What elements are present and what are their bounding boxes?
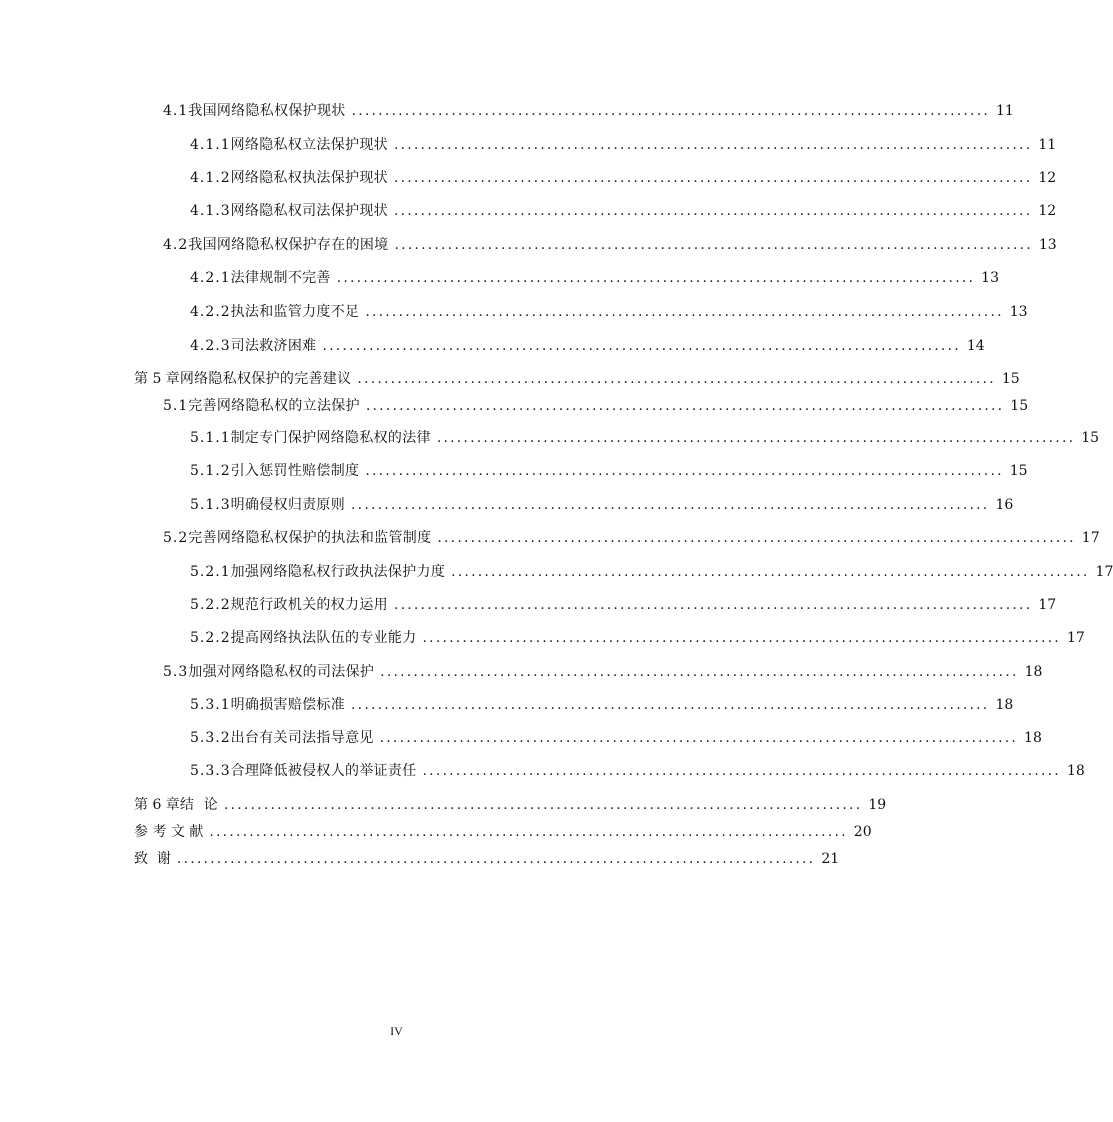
toc-entry-page: 17 [1066,630,1085,646]
toc-leader-dots: ................................................................................................ [365,398,1005,414]
toc-row [0,167,1057,189]
toc-entry-page: 17 [1081,530,1100,546]
toc-entry[interactable] [190,494,1014,516]
toc-entry-number: 4.1 [163,103,189,119]
toc-entry-number: 5.3.2 [190,730,231,746]
toc-entry-number: 4.1.2 [190,170,231,186]
toc-row [0,821,872,843]
toc-entry-page: 18 [1066,763,1085,779]
toc-leader-dots: ................................................................................................ [422,763,1061,779]
toc-entry[interactable] [190,301,1028,323]
toc-leader-dots: ................................................................................................ [357,371,996,387]
toc-entry-title: 完善网络隐私权的立法保护 [188,398,360,414]
toc-entry-title: 执法和监管力度不足 [230,304,360,320]
toc-entry[interactable] [190,200,1057,222]
toc-row [0,267,999,289]
toc-entry-title: 司法救济困难 [230,338,317,354]
toc-entry-number: 5.3.1 [190,697,231,713]
toc-entry-number: 5.3.3 [190,763,231,779]
toc-entry[interactable] [190,134,1057,156]
toc-entry-number: 4.1.3 [190,203,231,219]
toc-entry-page: 11 [1038,137,1057,153]
toc-entry-number: 5.1 [163,398,189,414]
toc-leader-dots: ................................................................................................ [393,137,1033,153]
toc-entry[interactable] [190,594,1057,616]
toc-leader-dots: ................................................................................................ [209,824,848,840]
toc-entry-page: 15 [1081,430,1100,446]
toc-entry[interactable] [163,395,1029,417]
toc-row [0,627,1085,649]
toc-entry[interactable] [163,527,1100,549]
toc-entry[interactable] [190,167,1057,189]
toc-entry-title: 出台有关司法指导意见 [230,730,374,746]
toc-entry-title: 加强网络隐私权行政执法保护力度 [230,564,446,580]
toc-entry-title: 明确损害赔偿标准 [230,697,346,713]
toc-leader-dots: ................................................................................................ [437,530,1076,546]
toc-entry-page: 16 [995,497,1014,513]
toc-row [0,100,1014,122]
toc-row [0,727,1042,749]
toc-entry[interactable] [190,460,1028,482]
toc-row [0,460,1028,482]
toc-entry[interactable] [163,661,1043,683]
toc-row [0,848,840,870]
toc-entry-title: 我国网络隐私权保护存在的困境 [188,237,389,253]
toc-row [0,494,1014,516]
toc-row [0,661,1043,683]
toc-entry-page: 19 [868,797,887,813]
toc-entry-number: 5.1.3 [190,497,231,513]
toc-entry[interactable] [134,368,1020,390]
toc-leader-dots: ................................................................................................ [393,170,1033,186]
toc-leader-dots: ................................................................................................ [422,630,1061,646]
toc-row [0,760,1085,782]
toc-entry-title: 网络隐私权执法保护现状 [230,170,388,186]
toc-entry-number: 5.2.1 [190,564,231,580]
toc-entry[interactable] [190,627,1085,649]
toc-entry[interactable] [190,727,1042,749]
toc-entry[interactable] [190,694,1014,716]
toc-leader-dots: ................................................................................................ [351,697,990,713]
toc-entry-page: 12 [1038,203,1057,219]
toc-entry-title: 完善网络隐私权保护的执法和监管制度 [188,530,432,546]
toc-entry-title: 规范行政机关的权力运用 [230,597,388,613]
toc-entry-page: 17 [1095,564,1113,580]
toc-entry-number: 第 5 章 [134,371,180,387]
toc-entry-page: 12 [1038,170,1057,186]
toc-row [0,794,887,816]
toc-entry-number: 5.1.2 [190,463,231,479]
toc-entry-number: 5.1.1 [190,430,231,446]
toc-row [0,301,1028,323]
toc-leader-dots: ................................................................................................ [436,430,1076,446]
toc-entry-title: 我国网络隐私权保护现状 [188,103,346,119]
toc-entry-page: 13 [1038,237,1057,253]
toc-leader-dots: ................................................................................................ [365,304,1004,320]
toc-row [0,694,1014,716]
toc-entry-number: 4.2.3 [190,338,231,354]
toc-row [0,234,1057,256]
toc-entry-number: 参 考 文 献 [134,824,204,840]
toc-entry-title: 网络隐私权司法保护现状 [230,203,388,219]
toc-row [0,368,1020,390]
toc-entry-title: 结 论 [179,797,218,813]
toc-entry[interactable] [190,427,1100,449]
toc-row [0,527,1100,549]
toc-entry-title: 引入惩罚性赔偿制度 [230,463,360,479]
toc-leader-dots: ................................................................................................ [351,497,990,513]
toc-leader-dots: ................................................................................................ [393,203,1033,219]
toc-leader-dots: ................................................................................................ [365,463,1004,479]
toc-entry-number: 第 6 章 [134,797,180,813]
toc-entry-title: 加强对网络隐私权的司法保护 [188,664,375,680]
toc-entry-number: 4.1.1 [190,137,231,153]
toc-entry-page: 14 [966,338,985,354]
toc-entry-page: 17 [1038,597,1057,613]
toc-entry[interactable] [163,100,1014,122]
toc-entry-number: 5.2.2 [190,597,231,613]
toc-leader-dots: ................................................................................................ [393,597,1033,613]
toc-entry[interactable] [190,561,1113,583]
toc-entry-page: 18 [1024,664,1043,680]
toc-entry-title: 提高网络执法队伍的专业能力 [230,630,417,646]
toc-entry-page: 15 [1010,398,1029,414]
toc-leader-dots: ................................................................................................ [223,797,863,813]
toc-entry-page: 15 [1001,371,1020,387]
toc-entry[interactable] [134,848,840,870]
toc-row [0,335,985,357]
toc-entry[interactable] [190,267,999,289]
toc-row [0,561,1113,583]
toc-leader-dots: ................................................................................................ [380,664,1019,680]
toc-entry[interactable] [134,821,872,843]
toc-entry-page: 21 [821,851,840,867]
toc-entry[interactable] [190,335,985,357]
toc-row [0,427,1100,449]
toc-entry[interactable] [163,234,1057,256]
toc-entry-title: 网络隐私权立法保护现状 [230,137,388,153]
toc-entry-page: 13 [981,270,999,286]
toc-entry-page: 20 [853,824,872,840]
toc-entry-number: 致 谢 [134,851,171,867]
toc-leader-dots: ................................................................................................ [322,338,961,354]
toc-row [0,200,1057,222]
page-number-footer: IV [390,1024,403,1038]
toc-entry-title: 网络隐私权保护的完善建议 [179,371,352,387]
toc-entry-number: 5.2 [163,530,189,546]
toc-row [0,134,1057,156]
toc-entry-page: 15 [1009,463,1028,479]
toc-entry-title: 明确侵权归责原则 [230,497,346,513]
toc-entry-number: 5.3 [163,664,189,680]
toc-leader-dots: ................................................................................................ [379,730,1019,746]
toc-entry-title: 法律规制不完善 [230,270,331,286]
toc-entry-number: 4.2.1 [190,270,231,286]
toc-entry-page: 18 [995,697,1014,713]
toc-entry-page: 18 [1024,730,1042,746]
toc-entry[interactable] [134,794,887,816]
toc-leader-dots: ................................................................................................ [176,851,816,867]
toc-entry-page: 11 [996,103,1014,119]
toc-leader-dots: ................................................................................................ [394,237,1033,253]
toc-leader-dots: ................................................................................................ [351,103,990,119]
toc-entry-page: 13 [1009,304,1028,320]
toc-entry-number: 4.2.2 [190,304,231,320]
toc-entry-title: 制定专门保护网络隐私权的法律 [230,430,431,446]
toc-entry-number: 4.2 [163,237,189,253]
toc-leader-dots: ................................................................................................ [336,270,976,286]
toc-entry[interactable] [190,760,1085,782]
toc-row [0,594,1057,616]
toc-entry-title: 合理降低被侵权人的举证责任 [230,763,417,779]
toc-leader-dots: ................................................................................................ [451,564,1090,580]
toc-entry-number: 5.2.2 [190,630,231,646]
toc-row [0,395,1029,417]
